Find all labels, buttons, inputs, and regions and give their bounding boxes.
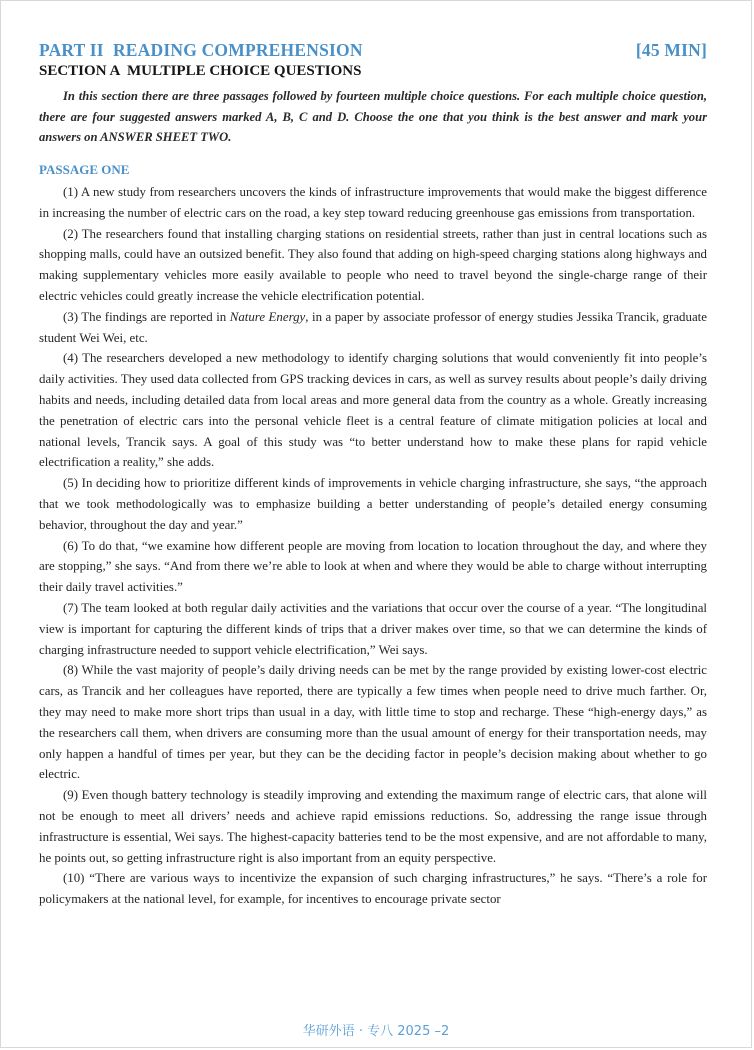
paragraph-6: (6) To do that, “we examine how different people are moving from location to location throughout the day, and where they are stopping,” she says. “And from there we’re able to look at when and where they would be able to charge without interrupting their daily travel activities.” — [39, 538, 707, 595]
journal-name: Nature Energy — [229, 309, 306, 324]
part-row — [39, 40, 707, 61]
paragraph-7: (7) The team looked at both regular daily activities and the variations that occur over the course of a year. “The longitudinal view is important for capturing the different kinds of trips that a driver makes over time, so that we can determine the kinds of charging infrastructure needed to support vehicle electrification,” Wei says. — [39, 600, 707, 657]
instructions: In this section there are three passages followed by fourteen multiple choice questions. For each multiple choice question, there are four suggested answers marked A, B, C and D. Choose the one that you think is the best answer and mark your answers on ANSWER SHEET TWO. — [39, 89, 707, 144]
paragraph-2: (2) The researchers found that installing charging stations on residential streets, rather than just in central locations such as shopping malls, could have an outsized benefit. They also found that adding on high-speed charging stations along highways and making supplementary vehicles more easily available to people who need to travel beyond the single-charge range of their electric vehicles could greatly increase the vehicle electrification potential. — [39, 226, 707, 303]
paragraph-8: (8) While the vast majority of people’s daily driving needs can be met by the range provided by existing lower-cost electric cars, as Trancik and her colleagues have reported, there are typically a few times when people need to drive much farther. Or, they may need to make more short trips than usual in a day, with little time to stop and recharge. These “high-energy days,” as the researchers call them, when drivers are consuming more than the usual amount of energy for their transportation needs, may only happen a handful of times per year, but they can be the deciding factor in people’s decision making about whether to go electric. — [39, 663, 707, 782]
paragraph-9: (9) Even though battery technology is steadily improving and extending the maximum range of electric cars, that alone will not be enough to meet all drivers’ needs and achieve rapid emissions reductions. So, addressing the range issue through infrastructure is essential, Wei says. The highest-capacity batteries tend to be the most expensive, and are not affordable to many, he points out, so getting infrastructure right is also important from an equity perspective. — [39, 788, 707, 865]
paragraph-5: (5) In deciding how to prioritize different kinds of improvements in vehicle charging infrastructure, she says, “the approach that we took methodologically was to emphasize building a better understanding of people’s detailed energy consuming behavior, throughout the day and year.” — [39, 476, 707, 532]
paragraph-3-lead: (3) The findings are reported in — [63, 309, 227, 324]
paragraph-4: (4) The researchers developed a new methodology to identify charging solutions that would conveniently fit into people’s daily activities. They used data collected from GPS tracking devices in cars, as well as survey results about people’s daily driving habits and needs, including detailed data from local areas and more general data from the country as a whole. Greatly increasing the penetration of electric cars into the personal vehicle fleet is a central feature of climate mitigation policies at local and national levels, Trancik says. A goal of this study was “to better understand how to make these plans for rapid vehicle electrification a reality,” she adds. — [39, 351, 707, 470]
page-footer: 华研外语 · 专八 2025 –2 — [302, 1024, 450, 1039]
paragraph-10: (10) “There are various ways to incentivize the expansion of such charging infrastructures,” he says. “There’s a role for policymakers at the national level, for example, for incentives to encourage private sector — [39, 871, 707, 907]
header — [39, 40, 707, 148]
section-title: SECTION A MULTIPLE CHOICE QUESTIONS — [39, 63, 362, 79]
passage-title: PASSAGE ONE — [39, 162, 130, 177]
paragraph-3-rest: , in a paper by associate professor of energy studies Jessika Trancik, graduate student Wei Wei, etc. — [39, 309, 707, 345]
time-limit: [45 MIN] — [635, 40, 707, 60]
part-title: PART II READING COMPREHENSION — [39, 40, 363, 60]
paragraph-1: (1) A new study from researchers uncovers the kinds of infrastructure improvements that would make the biggest difference in increasing the number of electric cars on the road, a key step toward reducing greenhouse gas emissions from transportation. — [39, 185, 707, 220]
paragraph-3 — [39, 307, 707, 349]
passage-body — [39, 182, 707, 910]
